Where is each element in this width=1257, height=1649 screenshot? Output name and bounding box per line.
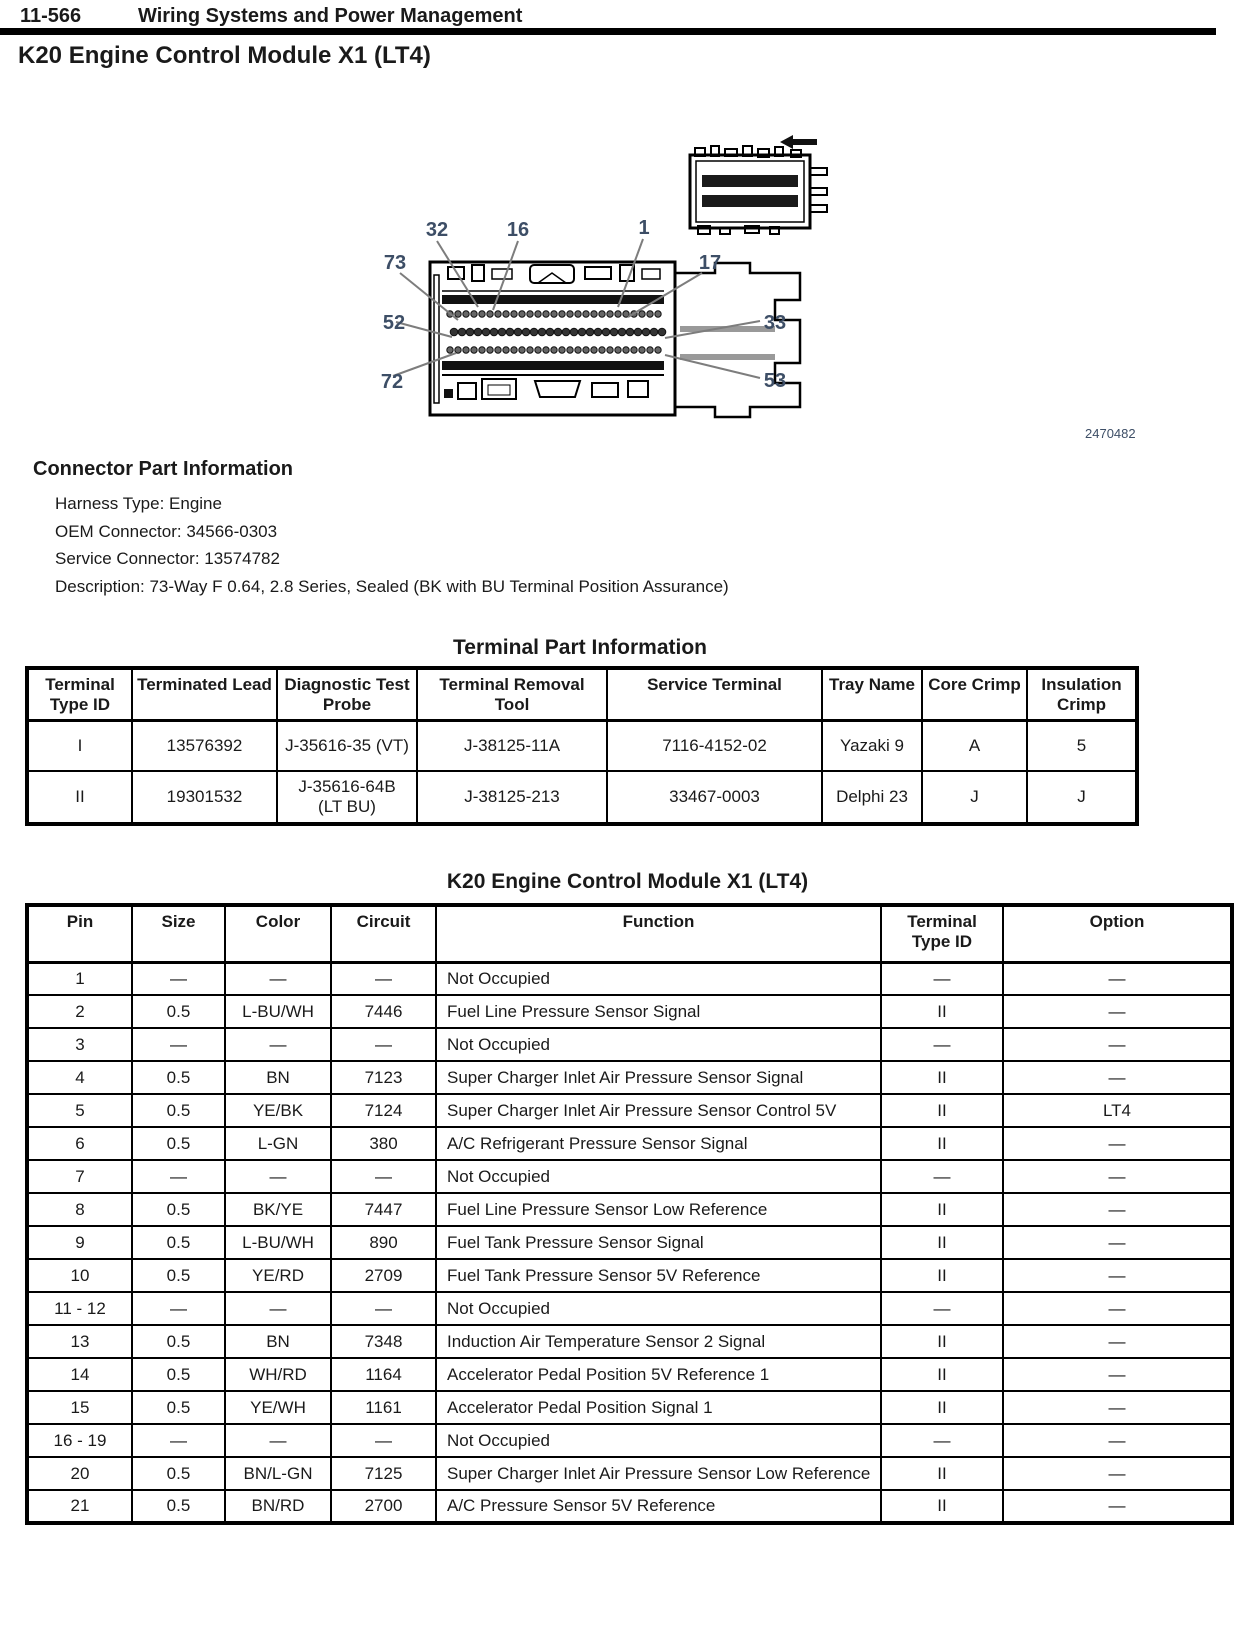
terminal-pin	[522, 328, 530, 336]
table-cell: 7348	[331, 1325, 436, 1358]
table-cell: II	[881, 1094, 1003, 1127]
table-cell: II	[881, 1061, 1003, 1094]
terminal-pin	[447, 347, 453, 353]
terminal-pin	[535, 347, 541, 353]
table-cell: 16 - 19	[27, 1424, 132, 1457]
terminal-pin	[575, 311, 581, 317]
terminal-pin	[562, 328, 570, 336]
terminal-part-table	[25, 666, 1139, 826]
table-cell: 6	[27, 1127, 132, 1160]
direction-arrow-icon	[780, 135, 817, 149]
page-number: 11-566	[20, 5, 82, 27]
service-connector-line: Service Connector: 13574782	[55, 549, 280, 568]
terminal-pin	[551, 347, 557, 353]
table-cell: 8	[27, 1193, 132, 1226]
table-row	[27, 1127, 1232, 1160]
table-cell: Yazaki 9	[822, 721, 922, 771]
table-cell: 9	[27, 1226, 132, 1259]
table-row	[27, 1457, 1232, 1490]
terminal-pin	[639, 311, 645, 317]
terminal-pin	[602, 328, 610, 336]
table-cell: 33467-0003	[607, 771, 822, 824]
table-row	[27, 1028, 1232, 1061]
terminal-pin	[623, 347, 629, 353]
harness-type-line: Harness Type: Engine	[55, 494, 222, 513]
table-cell: 4	[27, 1061, 132, 1094]
table-cell: —	[225, 1292, 331, 1325]
table-cell: —	[132, 1292, 225, 1325]
table-cell: 7446	[331, 995, 436, 1028]
table-cell: YE/WH	[225, 1391, 331, 1424]
terminal-pin	[519, 347, 525, 353]
table-cell: 0.5	[132, 1094, 225, 1127]
terminal-pin	[538, 328, 546, 336]
table-cell: 3	[27, 1028, 132, 1061]
table-cell: 0.5	[132, 1490, 225, 1523]
table-cell: 0.5	[132, 995, 225, 1028]
terminal-pin	[583, 311, 589, 317]
terminal-pin	[554, 328, 562, 336]
table-cell: —	[331, 1160, 436, 1193]
table-cell: —	[225, 1424, 331, 1457]
terminal-pin	[503, 311, 509, 317]
table-row	[27, 962, 1232, 995]
table-row	[27, 1391, 1232, 1424]
table-cell: II	[881, 1391, 1003, 1424]
table-cell: 0.5	[132, 1259, 225, 1292]
column-header: Terminal Type ID	[881, 905, 1003, 962]
table-cell: Not Occupied	[436, 1160, 881, 1193]
table-cell: J	[922, 771, 1027, 824]
terminal-pin	[527, 311, 533, 317]
terminal-pin	[559, 347, 565, 353]
terminal-pin	[498, 328, 506, 336]
terminal-pin	[647, 311, 653, 317]
table-cell: J-38125-11A	[417, 721, 607, 771]
terminal-pin	[458, 328, 466, 336]
table-cell: Not Occupied	[436, 1424, 881, 1457]
table-cell: —	[225, 962, 331, 995]
table-cell: YE/BK	[225, 1094, 331, 1127]
table-cell: Induction Air Temperature Sensor 2 Signal	[436, 1325, 881, 1358]
table-cell: —	[881, 1292, 1003, 1325]
terminal-pin	[527, 347, 533, 353]
table-cell: A/C Pressure Sensor 5V Reference	[436, 1490, 881, 1523]
callout-label: 16	[506, 219, 530, 241]
table-cell: 7116-4152-02	[607, 721, 822, 771]
terminal-pin	[519, 311, 525, 317]
oem-connector-line: OEM Connector: 34566-0303	[55, 521, 278, 541]
table-cell: 0.5	[132, 1391, 225, 1424]
terminal-pin	[615, 311, 621, 317]
table-cell: 7124	[331, 1094, 436, 1127]
callout-label: 53	[763, 370, 787, 392]
terminal-pin	[503, 347, 509, 353]
terminal-pin	[463, 311, 469, 317]
table-cell: —	[331, 1292, 436, 1325]
table-cell: Fuel Tank Pressure Sensor Signal	[436, 1226, 881, 1259]
terminal-pin	[642, 328, 650, 336]
table-cell: 11 - 12	[27, 1292, 132, 1325]
table-cell: Fuel Line Pressure Sensor Low Reference	[436, 1193, 881, 1226]
terminal-pin	[618, 328, 626, 336]
terminal-pin	[591, 347, 597, 353]
terminal-pin	[482, 328, 490, 336]
table-cell: BN	[225, 1325, 331, 1358]
table-cell: —	[1003, 1391, 1232, 1424]
table-cell: —	[132, 962, 225, 995]
table-cell: Delphi 23	[822, 771, 922, 824]
table-cell: —	[881, 962, 1003, 995]
terminal-pin	[450, 328, 458, 336]
connector-info-heading: Connector Part Information	[33, 458, 294, 480]
table-cell: 0.5	[132, 1457, 225, 1490]
table-cell: BN/RD	[225, 1490, 331, 1523]
table-cell: J	[1027, 771, 1137, 824]
table-cell: Not Occupied	[436, 962, 881, 995]
table-cell: II	[881, 1325, 1003, 1358]
table-cell: II	[881, 1358, 1003, 1391]
terminal-pin	[514, 328, 522, 336]
terminal-pin	[471, 311, 477, 317]
terminal-pin	[650, 328, 658, 336]
table-cell: —	[1003, 1325, 1232, 1358]
table-cell: A/C Refrigerant Pressure Sensor Signal	[436, 1127, 881, 1160]
terminal-pin	[535, 311, 541, 317]
column-header: Terminal Removal Tool	[417, 668, 607, 721]
terminal-pin	[567, 347, 573, 353]
connector-side-view	[690, 146, 827, 234]
table-cell: Super Charger Inlet Air Pressure Sensor Low Reference	[436, 1457, 881, 1490]
table-cell: J-35616-64B (LT BU)	[277, 771, 417, 824]
terminal-pin	[610, 328, 618, 336]
table-cell: 5	[1027, 721, 1137, 771]
table-cell: 5	[27, 1094, 132, 1127]
column-header: Color	[225, 905, 331, 962]
terminal-table-title: Terminal Part Information	[453, 636, 707, 659]
table-cell: —	[881, 1160, 1003, 1193]
table-cell: 380	[331, 1127, 436, 1160]
table-cell: —	[1003, 1457, 1232, 1490]
table-cell: Not Occupied	[436, 1028, 881, 1061]
column-header: Insulation Crimp	[1027, 668, 1137, 721]
table-cell: 20	[27, 1457, 132, 1490]
terminal-pin	[631, 347, 637, 353]
table-cell: —	[1003, 1193, 1232, 1226]
table-cell: Accelerator Pedal Position 5V Reference 1	[436, 1358, 881, 1391]
table-row	[27, 1061, 1232, 1094]
table-row	[27, 1358, 1232, 1391]
table-cell: —	[1003, 1490, 1232, 1523]
table-cell: 0.5	[132, 1127, 225, 1160]
table-cell: 10	[27, 1259, 132, 1292]
table-cell: Super Charger Inlet Air Pressure Sensor Control 5V	[436, 1094, 881, 1127]
table-cell: —	[1003, 1226, 1232, 1259]
table-cell: Super Charger Inlet Air Pressure Sensor Signal	[436, 1061, 881, 1094]
terminal-pin	[551, 311, 557, 317]
table-row	[27, 1193, 1232, 1226]
terminal-pin	[578, 328, 586, 336]
table-cell: II	[881, 1193, 1003, 1226]
terminal-pin	[546, 328, 554, 336]
table-cell: 1	[27, 962, 132, 995]
terminal-pin	[599, 347, 605, 353]
table-cell: II	[881, 1226, 1003, 1259]
figure-number: 2470482	[1085, 426, 1136, 441]
terminal-pin	[479, 311, 485, 317]
callout-label: 72	[380, 371, 404, 393]
table-cell: J-35616-35 (VT)	[277, 721, 417, 771]
terminal-pin	[607, 311, 613, 317]
table-row	[27, 1325, 1232, 1358]
terminal-pin	[658, 328, 666, 336]
table-cell: 0.5	[132, 1226, 225, 1259]
table-cell: 1161	[331, 1391, 436, 1424]
table-cell: 13	[27, 1325, 132, 1358]
table-cell: —	[1003, 995, 1232, 1028]
page-title: K20 Engine Control Module X1 (LT4)	[18, 42, 431, 69]
table-cell: —	[331, 962, 436, 995]
table-cell: Not Occupied	[436, 1292, 881, 1325]
terminal-pin	[583, 347, 589, 353]
table-cell: —	[1003, 962, 1232, 995]
table-cell: 2	[27, 995, 132, 1028]
table-cell: LT4	[1003, 1094, 1232, 1127]
table-row	[27, 1490, 1232, 1523]
terminal-pin	[607, 347, 613, 353]
table-cell: 890	[331, 1226, 436, 1259]
pinout-table	[25, 903, 1234, 1525]
terminal-pin	[487, 347, 493, 353]
table-header-row	[27, 905, 1232, 962]
terminal-pin	[570, 328, 578, 336]
column-header: Diagnostic Test Probe	[277, 668, 417, 721]
terminal-pin	[655, 311, 661, 317]
terminal-pin	[490, 328, 498, 336]
table-cell: 0.5	[132, 1325, 225, 1358]
table-row	[27, 771, 1137, 824]
table-cell: 15	[27, 1391, 132, 1424]
column-header: Circuit	[331, 905, 436, 962]
terminal-pin	[479, 347, 485, 353]
table-cell: —	[881, 1028, 1003, 1061]
table-cell: —	[331, 1424, 436, 1457]
table-cell: J-38125-213	[417, 771, 607, 824]
table-cell: WH/RD	[225, 1358, 331, 1391]
column-header: Pin	[27, 905, 132, 962]
table-row	[27, 1292, 1232, 1325]
table-cell: —	[1003, 1292, 1232, 1325]
table-row	[27, 1226, 1232, 1259]
terminal-pin	[647, 347, 653, 353]
table-cell: L-BU/WH	[225, 995, 331, 1028]
column-header: Option	[1003, 905, 1232, 962]
connector-info	[55, 490, 729, 600]
table-cell: 7447	[331, 1193, 436, 1226]
table-cell: A	[922, 721, 1027, 771]
table-row	[27, 995, 1232, 1028]
terminal-pin	[575, 347, 581, 353]
table-cell: —	[1003, 1061, 1232, 1094]
table-cell: BN	[225, 1061, 331, 1094]
table-cell: 0.5	[132, 1061, 225, 1094]
terminal-pin	[495, 311, 501, 317]
table-cell: II	[27, 771, 132, 824]
terminal-pin	[586, 328, 594, 336]
callout-label: 17	[698, 252, 722, 274]
connector-front-view	[430, 262, 800, 417]
callout-label: 33	[763, 312, 787, 334]
callout-label: 1	[638, 217, 650, 239]
connector-figure	[330, 95, 1257, 445]
callout-label: 73	[383, 252, 407, 274]
table-cell: —	[225, 1160, 331, 1193]
table-cell: Fuel Tank Pressure Sensor 5V Reference	[436, 1259, 881, 1292]
terminal-pin	[655, 347, 661, 353]
terminal-pin	[466, 328, 474, 336]
terminal-pin	[530, 328, 538, 336]
header-rule	[0, 28, 1216, 35]
terminal-pin	[471, 347, 477, 353]
table-row	[27, 1094, 1232, 1127]
terminal-pin	[615, 347, 621, 353]
table-cell: YE/RD	[225, 1259, 331, 1292]
table-cell: —	[1003, 1259, 1232, 1292]
table-cell: —	[132, 1424, 225, 1457]
table-cell: 0.5	[132, 1193, 225, 1226]
table-row	[27, 1259, 1232, 1292]
table-cell: Fuel Line Pressure Sensor Signal	[436, 995, 881, 1028]
table-cell: II	[881, 1127, 1003, 1160]
table-cell: 1164	[331, 1358, 436, 1391]
table-cell: L-BU/WH	[225, 1226, 331, 1259]
table-cell: II	[881, 995, 1003, 1028]
table-cell: 2700	[331, 1490, 436, 1523]
column-header: Core Crimp	[922, 668, 1027, 721]
terminal-pin	[474, 328, 482, 336]
terminal-pin	[599, 311, 605, 317]
table-cell: 14	[27, 1358, 132, 1391]
table-cell: —	[1003, 1424, 1232, 1457]
table-cell: 7123	[331, 1061, 436, 1094]
terminal-pin	[639, 347, 645, 353]
section-title: Wiring Systems and Power Management	[138, 5, 523, 27]
table-cell: —	[1003, 1028, 1232, 1061]
table-cell: 2709	[331, 1259, 436, 1292]
column-header: Service Terminal	[607, 668, 822, 721]
terminal-pin	[511, 347, 517, 353]
table-cell: —	[1003, 1160, 1232, 1193]
running-header	[20, 5, 522, 28]
terminal-pin	[543, 347, 549, 353]
column-header: Size	[132, 905, 225, 962]
terminal-pin	[495, 347, 501, 353]
table-cell: —	[881, 1424, 1003, 1457]
table-cell: II	[881, 1259, 1003, 1292]
terminal-pin	[455, 347, 461, 353]
terminal-pin	[591, 311, 597, 317]
table-cell: —	[1003, 1358, 1232, 1391]
terminal-pin	[594, 328, 602, 336]
table-cell: L-GN	[225, 1127, 331, 1160]
table-cell: 19301532	[132, 771, 277, 824]
table-cell: —	[331, 1028, 436, 1061]
terminal-pin	[511, 311, 517, 317]
table-header-row	[27, 668, 1137, 721]
terminal-pin	[543, 311, 549, 317]
terminal-pin	[455, 311, 461, 317]
column-header: Terminal Type ID	[27, 668, 132, 721]
table-cell: 7	[27, 1160, 132, 1193]
terminal-pin	[487, 311, 493, 317]
table-cell: Accelerator Pedal Position Signal 1	[436, 1391, 881, 1424]
table-cell: 13576392	[132, 721, 277, 771]
table-cell: II	[881, 1457, 1003, 1490]
terminal-pin	[567, 311, 573, 317]
terminal-pin	[463, 347, 469, 353]
terminal-pin	[634, 328, 642, 336]
table-cell: BN/L-GN	[225, 1457, 331, 1490]
table-cell: 0.5	[132, 1358, 225, 1391]
table-cell: BK/YE	[225, 1193, 331, 1226]
callout-label: 32	[425, 219, 449, 241]
table-cell: II	[881, 1490, 1003, 1523]
table-cell: —	[132, 1028, 225, 1061]
terminal-pin	[626, 328, 634, 336]
table-cell: 21	[27, 1490, 132, 1523]
terminal-pin	[559, 311, 565, 317]
table-row	[27, 1424, 1232, 1457]
description-line: Description: 73-Way F 0.64, 2.8 Series, Sealed (BK with BU Terminal Position Assurance)	[55, 576, 729, 596]
terminal-pin	[506, 328, 514, 336]
table-cell: —	[1003, 1127, 1232, 1160]
column-header: Terminated Lead	[132, 668, 277, 721]
table-cell: 7125	[331, 1457, 436, 1490]
column-header: Tray Name	[822, 668, 922, 721]
column-header: Function	[436, 905, 881, 962]
table-cell: I	[27, 721, 132, 771]
table-row	[27, 1160, 1232, 1193]
table-cell: —	[132, 1160, 225, 1193]
table-cell: —	[225, 1028, 331, 1061]
table-row	[27, 721, 1137, 771]
pin-table-title: K20 Engine Control Module X1 (LT4)	[446, 870, 809, 893]
callout-label: 52	[382, 312, 406, 334]
